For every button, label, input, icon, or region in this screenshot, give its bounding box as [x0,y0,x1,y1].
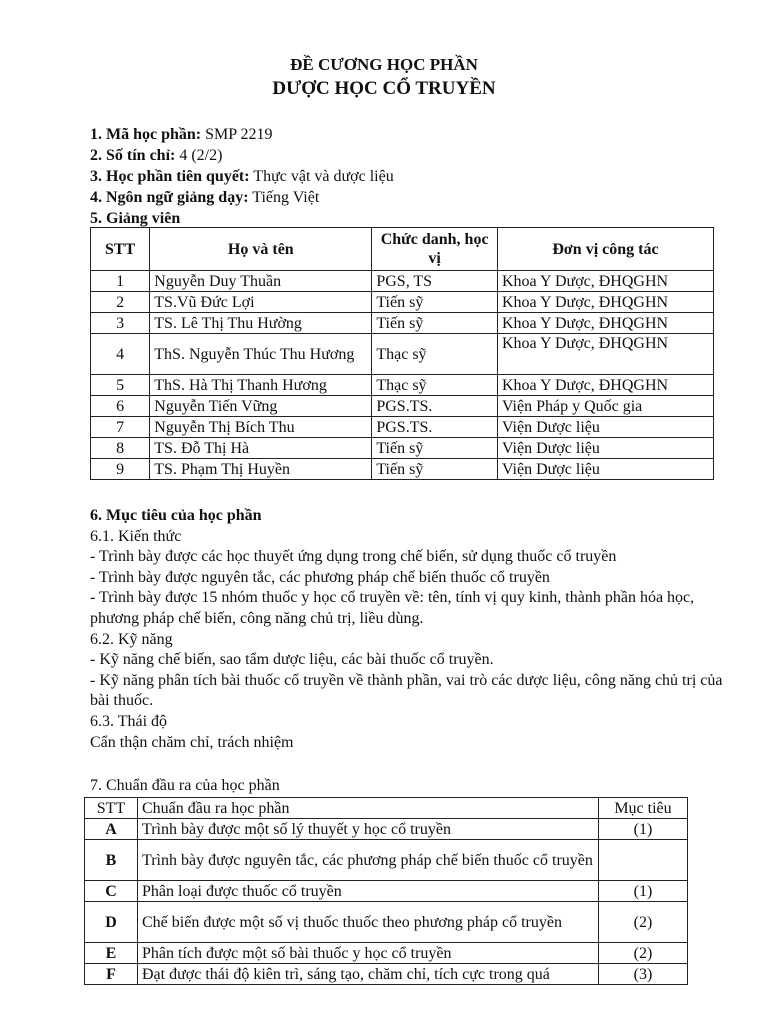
table-row [91,417,714,438]
cell: Thạc sỹ [372,334,498,375]
info-language: 4. Ngôn ngữ giảng dạy: Tiếng Việt [90,189,320,206]
cell: Nguyễn Tiến Vững [150,396,372,417]
table-row [85,819,688,840]
cell: Viện Dược liệu [497,417,713,438]
cell: Phân loại được thuốc cổ truyền [138,881,599,902]
cell: Tiến sỹ [372,313,498,334]
table-row [91,313,714,334]
cell: B [85,840,138,881]
cell: (3) [599,964,688,985]
cell: Tiến sỹ [372,459,498,480]
cell: Viện Dược liệu [497,438,713,459]
cell: (1) [599,881,688,902]
table-row [85,943,688,964]
info-prerequisite: 3. Học phần tiên quyết: Thực vật và dược liệu [90,168,394,185]
section-heading: 7. Chuẩn đầu ra của học phần [90,777,280,794]
objective-item: - Kỹ năng chế biến, sao tẩm dược liệu, các bài thuốc cổ truyền. [90,651,494,669]
cell: Khoa Y Dược, ĐHQGHN [497,334,713,375]
objective-item: - Kỹ năng phân tích bài thuốc cổ truyền về thành phần, vai trò các dược liệu, công năng chủ trị của bài thuốc. [90,671,723,710]
table-row [91,334,714,375]
cell: Khoa Y Dược, ĐHQGHN [497,375,713,396]
cell: 9 [91,459,150,480]
cell: Viện Pháp y Quốc gia [497,396,713,417]
lecturers-table [90,227,714,480]
cell: Khoa Y Dược, ĐHQGHN [497,292,713,313]
cell: Nguyễn Duy Thuần [150,271,372,292]
cell: (2) [599,902,688,943]
cell: Đạt được thái độ kiên trì, sáng tạo, chăm chỉ, tích cực trong quá [138,964,599,985]
table-row [91,459,714,480]
course-info [90,124,394,229]
cell: Khoa Y Dược, ĐHQGHN [497,313,713,334]
table-row [85,840,688,881]
cell: 4 [91,334,150,375]
cell: (2) [599,943,688,964]
info-course-code: 1. Mã học phần: SMP 2219 [90,126,273,143]
cell: Thạc sỹ [372,375,498,396]
cell: 1 [91,271,150,292]
cell: ThS. Nguyễn Thúc Thu Hương [150,334,372,375]
cell: Chế biến được một số vị thuốc thuốc theo phương pháp cổ truyền [138,902,599,943]
table-row [85,902,688,943]
col-header: Mục tiêu [599,798,688,819]
col-header: Chức danh, học vị [372,228,498,271]
cell: Phân tích được một số bài thuốc y học cổ truyền [138,943,599,964]
cell: Trình bày được một số lý thuyết y học cổ truyền [138,819,599,840]
cell: Tiến sỹ [372,292,498,313]
info-lecturers-heading: 5. Giảng viên [90,210,181,227]
cell: F [85,964,138,985]
col-header: Họ và tên [150,228,372,271]
cell: A [85,819,138,840]
table-row [91,396,714,417]
cell: TS. Phạm Thị Huyền [150,459,372,480]
table-row [85,964,688,985]
subsection-title: 6.1. Kiến thức [90,527,182,545]
cell: 8 [91,438,150,459]
section-objectives [90,506,730,753]
table-row [91,438,714,459]
cell: Tiến sỹ [372,438,498,459]
cell: (1) [599,819,688,840]
objective-item: - Trình bày được nguyên tắc, các phương pháp chế biến thuốc cổ truyền [90,568,550,586]
info-credits: 2. Số tín chỉ: 4 (2/2) [90,147,223,164]
cell: PGS, TS [372,271,498,292]
cell: Trình bày được nguyên tắc, các phương pháp chế biến thuốc cổ truyền [138,840,599,881]
cell: 7 [91,417,150,438]
subsection-title: 6.2. Kỹ năng [90,630,173,648]
cell: Viện Dược liệu [497,459,713,480]
col-header: Đơn vị công tác [497,228,713,271]
objective-item: Cẩn thận chăm chỉ, trách nhiệm [90,733,294,751]
cell: E [85,943,138,964]
table-row [85,881,688,902]
table-row [91,271,714,292]
cell: Khoa Y Dược, ĐHQGHN [497,271,713,292]
table-row [91,375,714,396]
objective-item: - Trình bày được các học thuyết ứng dụng trong chế biến, sử dụng thuốc cổ truyền [90,548,617,566]
cell: 6 [91,396,150,417]
cell: 2 [91,292,150,313]
objective-item: - Trình bày được 15 nhóm thuốc y học cổ truyền về: tên, tính vị quy kinh, thành phần hóa học, phương pháp chế biến, công năng chủ trị, liều dùng. [90,589,695,627]
col-header: STT [85,798,138,819]
table-header-row [91,228,714,271]
col-header: STT [91,228,150,271]
table-header-row [85,798,688,819]
cell: Nguyễn Thị Bích Thu [150,417,372,438]
cell: TS. Lê Thị Thu Hường [150,313,372,334]
cell: PGS.TS. [372,396,498,417]
cell: D [85,902,138,943]
document-title-line2: DƯỢC HỌC CỔ TRUYỀN [272,78,496,99]
cell: ThS. Hà Thị Thanh Hương [150,375,372,396]
outcomes-table [84,797,688,985]
cell: TS. Đỗ Thị Hà [150,438,372,459]
section-heading: 6. Mục tiêu của học phần [90,507,262,524]
subsection-title: 6.3. Thái độ [90,712,168,730]
cell: PGS.TS. [372,417,498,438]
cell [599,840,688,881]
col-header: Chuẩn đầu ra học phần [138,798,599,819]
table-row [91,292,714,313]
cell: C [85,881,138,902]
document-title-line1: ĐỀ CƯƠNG HỌC PHẦN [290,55,478,74]
cell: 5 [91,375,150,396]
cell: TS.Vũ Đức Lợi [150,292,372,313]
cell: 3 [91,313,150,334]
